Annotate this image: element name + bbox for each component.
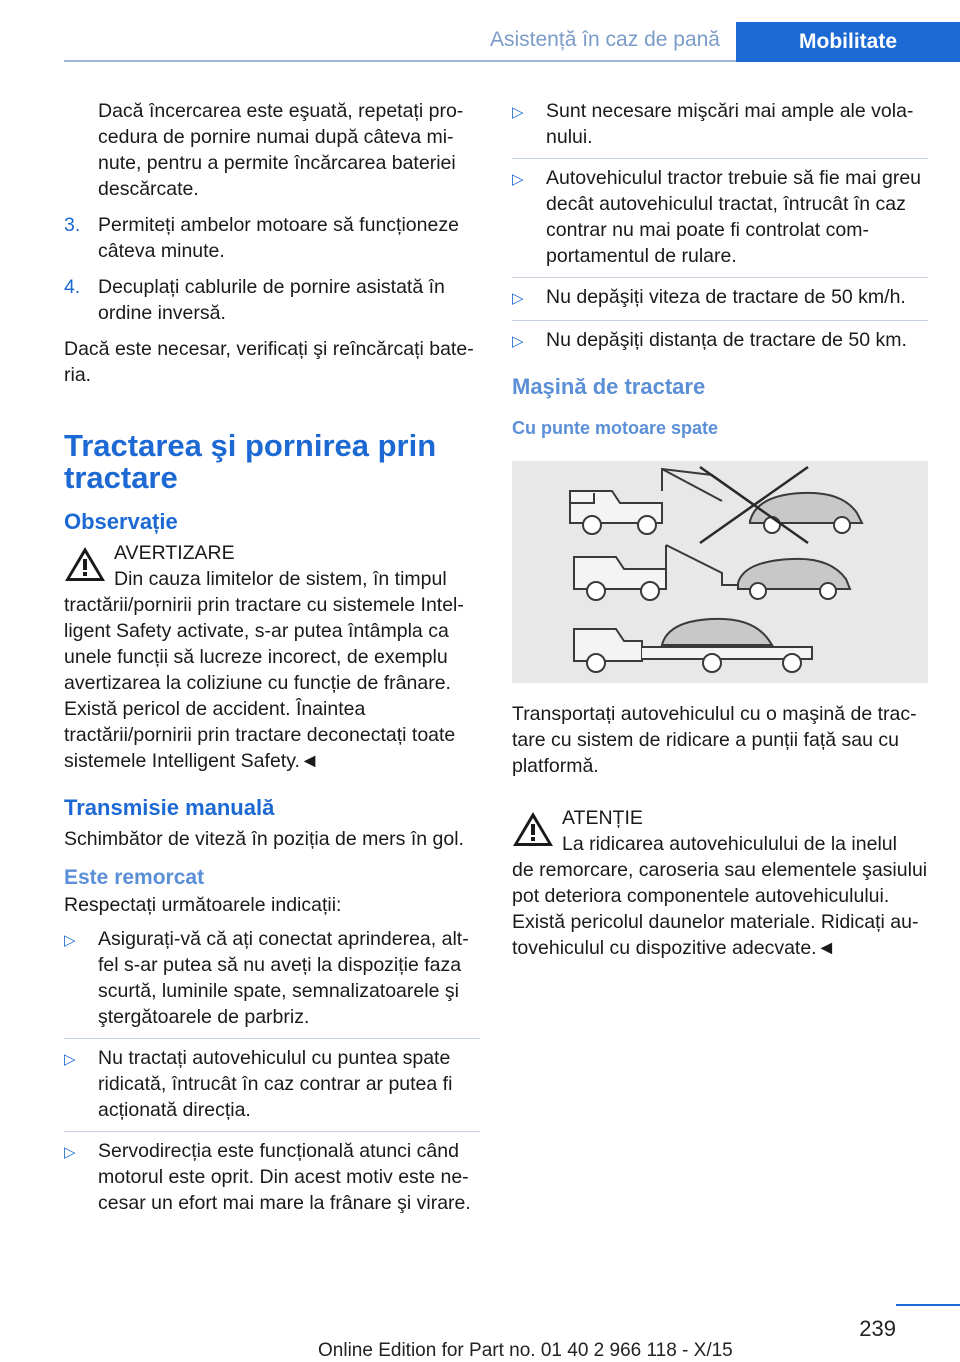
triangle-bullet-icon: ▷ [64, 1144, 76, 1161]
rear-wheel-drive-heading: Cu punte motoare spate [512, 418, 719, 438]
triangle-bullet-icon: ▷ [512, 171, 524, 188]
caution-text-first-line: La ridicarea autovehiculului de la inelul [562, 833, 897, 855]
warning-triangle-icon [64, 546, 106, 582]
list-item-text: Nu depăşiți viteza de tractare de 50 km/h. [546, 286, 906, 308]
left-column [64, 98, 480, 1224]
right-column [512, 98, 928, 961]
triangle-bullet-icon: ▷ [64, 932, 76, 949]
manual-transmission-text: Schimbător de viteză în poziția de mers în gol. [64, 828, 464, 850]
step-text: Permiteți ambelor motoare să funcționeze câteva minute. [98, 214, 459, 262]
caution-title: ATENȚIE [562, 807, 643, 829]
manual-transmission-heading: Transmisie manuală [64, 795, 275, 820]
triangle-bullet-icon: ▷ [512, 333, 524, 350]
caution-text: de remorcare, caroseria sau elementele şasiului pot deteriora componentele autovehiculului. Există pericolul daunelor materiale. Ridicați autovehiculul cu dispozitive adecvate.◄ [512, 859, 928, 959]
caution-block [512, 805, 928, 961]
warning-title: AVERTIZARE [114, 542, 235, 564]
warning-text-first-line: Din cauza limitelor de sistem, în timpul [114, 568, 447, 590]
step-number: 4. [64, 276, 81, 298]
observation-heading: Observație [64, 509, 178, 534]
transport-paragraph: Transportați autovehiculul cu o maşină de tractare cu sistem de ridicare a punții față sau cu platformă. [512, 703, 917, 777]
list-item [512, 158, 928, 269]
towed-heading: Este remorcat [64, 866, 205, 889]
list-item [64, 1131, 480, 1216]
list-item-text: Servodirecția este funcțională atunci când motorul este oprit. Din acest motiv este necesar un efort mai mare la frânare şi virare. [98, 1140, 471, 1214]
triangle-bullet-icon: ▷ [64, 1051, 76, 1068]
section-title: Tractarea şi pornirea prin tractare [64, 428, 437, 495]
list-item-text: Autovehiculul tractor trebuie să fie mai greu decât autovehiculul tractat, întrucât în caz contrar nu mai poate fi controlat comportamentul de rulare. [546, 167, 922, 267]
towing-methods-illustration [512, 461, 928, 683]
step-item [64, 274, 480, 326]
header-section-title: Asistență în caz de pană [490, 28, 720, 51]
list-item [512, 98, 928, 150]
towing-illustration [512, 461, 928, 683]
step-text: Decuplați cablurile de pornire asistată în ordine inversă. [98, 276, 445, 324]
list-item [64, 1038, 480, 1123]
page-number: 239 [859, 1316, 896, 1341]
towed-intro: Respectați următoarele indicații: [64, 894, 342, 916]
list-item-text: Asigurați-vă că ați conectat aprinderea, altfel s-ar putea să nu aveți la dispoziție faza scurtă, luminile spate, semnalizatoarele şi ştergătoarele de parbriz. [98, 928, 469, 1028]
towed-bullet-list [64, 926, 480, 1216]
towing-bullet-list [512, 98, 928, 355]
continuation-paragraph: Dacă încercarea este eşuată, repetați procedura de pornire numai după câteva minute, pentru a permite încărcarea bateriei descărcate. [98, 100, 464, 200]
list-item [512, 320, 928, 355]
list-item [64, 926, 480, 1030]
header-chapter-tab: Mobilitate [736, 22, 960, 62]
footer-edition: Online Edition for Part no. 01 40 2 966 118 - X/15 [318, 1340, 733, 1361]
list-item [512, 277, 928, 312]
list-item-text: Nu depăşiți distanța de tractare de 50 km. [546, 329, 907, 351]
warning-text: tractării/pornirii prin tractare cu sistemele Intelligent Safety activate, s-ar putea întâmpla ca unele funcții să lucreze incorect, de exemplu avertizarea la coliziune cu funcție de frânare. Există pericol de accident. Înaintea tractării/pornirii prin tractare deconectați toate sistemele Intelligent Safety.◄ [64, 594, 464, 772]
warning-triangle-icon [512, 811, 554, 847]
warning-block [64, 540, 480, 774]
triangle-bullet-icon: ▷ [512, 104, 524, 121]
footer-rule [896, 1304, 960, 1306]
step-number: 3. [64, 214, 81, 236]
triangle-bullet-icon: ▷ [512, 290, 524, 307]
step-item [64, 212, 480, 264]
list-item-text: Sunt necesare mişcări mai ample ale volanului. [546, 100, 914, 148]
battery-note: Dacă este necesar, verificați şi reîncărcați bateria. [64, 338, 474, 386]
list-item-text: Nu tractați autovehiculul cu puntea spate ridicată, întrucât în caz contrar ar putea fi acționată direcția. [98, 1047, 453, 1121]
tow-truck-heading: Maşină de tractare [512, 374, 706, 399]
